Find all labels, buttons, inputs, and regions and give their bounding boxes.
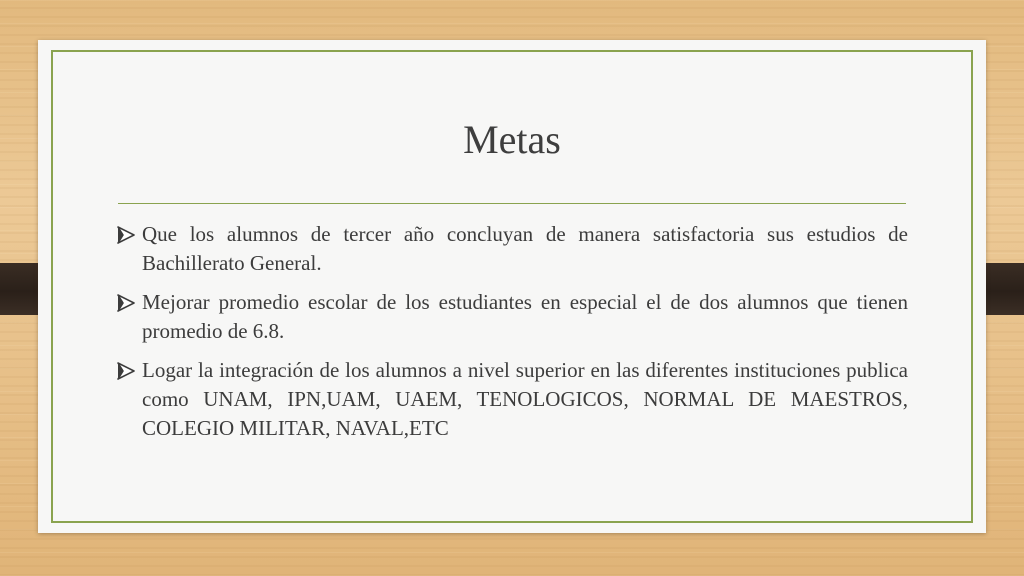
arrowhead-bullet-icon <box>116 293 136 313</box>
bullet-list <box>116 220 908 453</box>
arrowhead-bullet-icon <box>116 361 136 381</box>
bullet-text: Mejorar promedio escolar de los estudiantes en especial el de dos alumnos que tienen promedio de 6.8. <box>142 290 908 343</box>
bullet-item <box>116 356 908 443</box>
bullet-text: Logar la integración de los alumnos a nivel superior en las diferentes instituciones publica como UNAM, IPN,UAM, UAEM, TENOLOGICOS, NORMAL DE MAESTROS, COLEGIO MILITAR, NAVAL,ETC <box>142 358 908 440</box>
title-divider <box>118 203 906 204</box>
bullet-text: Que los alumnos de tercer año concluyan de manera satisfactoria sus estudios de Bachillerato General. <box>142 222 908 275</box>
arrowhead-bullet-icon <box>116 225 136 245</box>
slide-title: Metas <box>463 117 561 162</box>
bullet-item <box>116 288 908 346</box>
slide-card <box>38 40 986 533</box>
bullet-item <box>116 220 908 278</box>
